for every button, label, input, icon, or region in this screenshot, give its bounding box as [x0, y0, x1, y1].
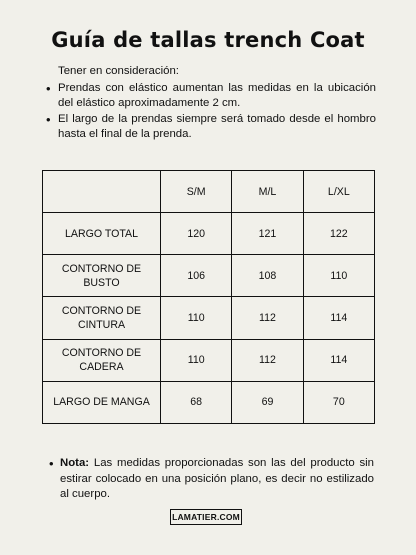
- note-text: Las medidas proporcionadas son las del producto sin estirar colocado en una posición plano, es decir no estilizado al cuerpo.: [60, 457, 375, 500]
- table-row: [43, 339, 375, 381]
- cell-value: 110: [303, 255, 374, 297]
- table-row: [43, 255, 375, 297]
- cell-value: 110: [161, 297, 232, 339]
- intro-bullet: • Prendas con elástico aumentan las medidas en la ubicación del elástico aproximadamente 2 cm.: [46, 81, 376, 112]
- row-label: CONTORNO DE BUSTO: [43, 255, 161, 297]
- cell-value: 112: [232, 297, 303, 339]
- header-cell-empty: [43, 171, 161, 213]
- header-cell-lxl: L/XL: [303, 171, 374, 213]
- note-section: [49, 456, 375, 503]
- cell-value: 120: [161, 213, 232, 255]
- size-table: [42, 170, 375, 424]
- row-label: CONTORNO DE CINTURA: [43, 297, 161, 339]
- note-label: Nota:: [60, 457, 90, 469]
- cell-value: 108: [232, 255, 303, 297]
- table-row: [43, 381, 375, 423]
- row-label: LARGO TOTAL: [43, 213, 161, 255]
- cell-value: 106: [161, 255, 232, 297]
- brand-badge: LAMATIER.COM: [170, 509, 242, 525]
- row-label: LARGO DE MANGA: [43, 381, 161, 423]
- cell-value: 69: [232, 381, 303, 423]
- table-row: [43, 213, 375, 255]
- cell-value: 112: [232, 339, 303, 381]
- header-cell-ml: M/L: [232, 171, 303, 213]
- cell-value: 110: [161, 339, 232, 381]
- table-row: [43, 297, 375, 339]
- intro-section: [46, 64, 376, 143]
- cell-value: 70: [303, 381, 374, 423]
- table-header-row: [43, 171, 375, 213]
- cell-value: 114: [303, 339, 374, 381]
- row-label: CONTORNO DE CADERA: [43, 339, 161, 381]
- cell-value: 68: [161, 381, 232, 423]
- bullet-icon: •: [49, 456, 54, 471]
- intro-list: [46, 81, 376, 143]
- cell-value: 122: [303, 213, 374, 255]
- intro-bullet: • El largo de la prendas siempre será tomado desde el hombro hasta el final de la prenda.: [46, 112, 376, 143]
- intro-lead: Tener en consideración:: [58, 65, 179, 77]
- page-title: Guía de tallas trench Coat: [51, 28, 365, 52]
- cell-value: 114: [303, 297, 374, 339]
- cell-value: 121: [232, 213, 303, 255]
- header-cell-sm: S/M: [161, 171, 232, 213]
